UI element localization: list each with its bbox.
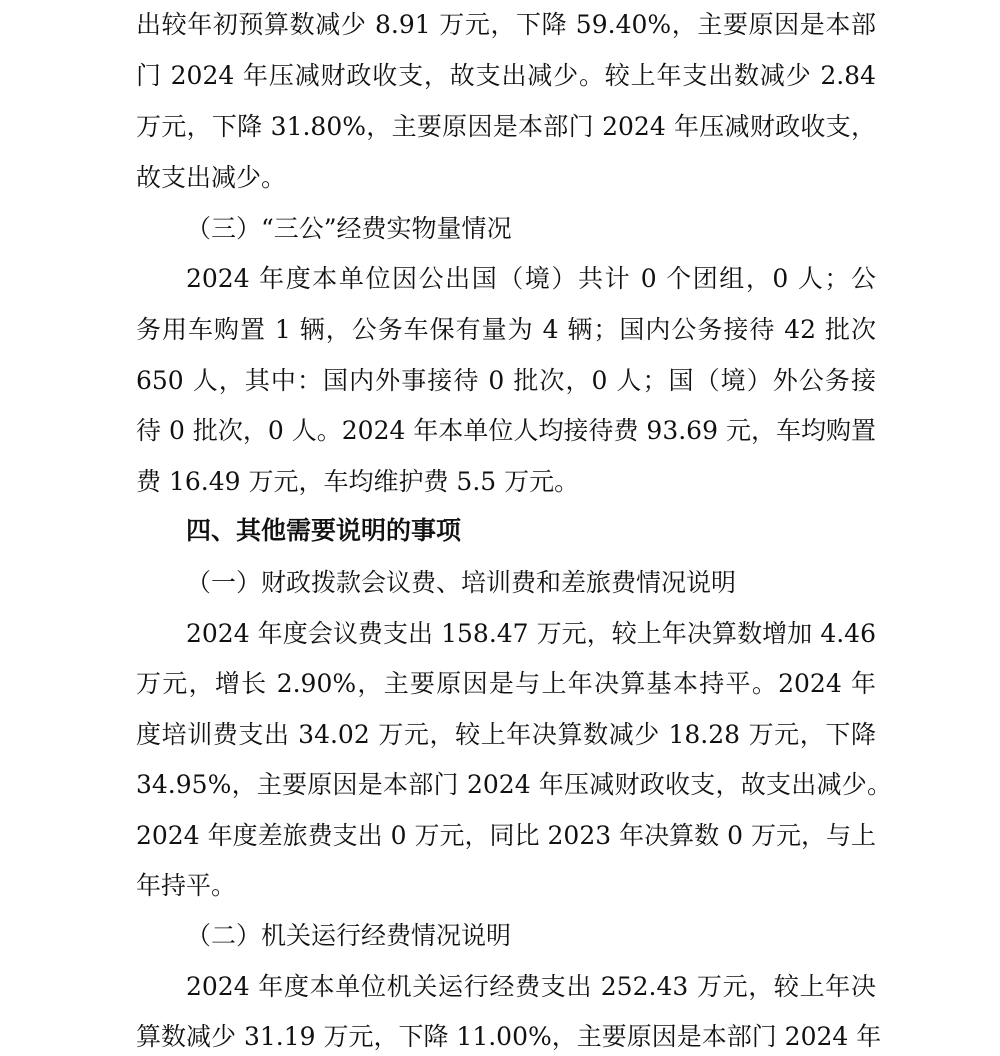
paragraph-line: 门 2024 年压减财政收支，故支出减少。较上年支出数减少 2.84	[136, 61, 876, 90]
paragraph-line: 2024 年度差旅费支出 0 万元，同比 2023 年决算数 0 万元，与上	[136, 821, 876, 850]
paragraph-line: 年持平。	[136, 871, 237, 900]
section-heading-3: （三）“三公”经费实物量情况	[186, 214, 512, 243]
paragraph-line: 34.95%，主要原因是本部门 2024 年压减财政收支，故支出减少。	[136, 770, 892, 799]
paragraph-line: 出较年初预算数减少 8.91 万元，下降 59.40%，主要原因是本部	[136, 10, 876, 39]
section-heading-4: 四、其他需要说明的事项	[186, 516, 462, 545]
paragraph-line: 费 16.49 万元，车均维护费 5.5 万元。	[136, 467, 580, 496]
subsection-heading-2: （二）机关运行经费情况说明	[186, 921, 512, 950]
paragraph-line: 度培训费支出 34.02 万元，较上年决算数减少 18.28 万元，下降	[136, 720, 876, 749]
paragraph-line: 2024 年度本单位机关运行经费支出 252.43 万元，较上年决	[186, 972, 876, 1001]
paragraph-line: 故支出减少。	[136, 163, 287, 192]
subsection-heading-1: （一）财政拨款会议费、培训费和差旅费情况说明	[186, 568, 737, 597]
paragraph-line: 2024 年度本单位因公出国（境）共计 0 个团组，0 人；公	[186, 264, 876, 293]
paragraph-line: 万元，下降 31.80%，主要原因是本部门 2024 年压减财政收支，	[136, 112, 876, 141]
paragraph-line: 务用车购置 1 辆，公务车保有量为 4 辆；国内公务接待 42 批次	[136, 315, 876, 344]
paragraph-line: 待 0 批次，0 人。2024 年本单位人均接待费 93.69 元，车均购置	[136, 416, 876, 445]
paragraph-line: 650 人，其中：国内外事接待 0 批次，0 人；国（境）外公务接	[136, 366, 876, 395]
paragraph-line: 2024 年度会议费支出 158.47 万元，较上年决算数增加 4.46	[186, 619, 876, 648]
paragraph-line: 万元，增长 2.90%，主要原因是与上年决算基本持平。2024 年	[136, 669, 876, 698]
paragraph-line: 算数减少 31.19 万元，下降 11.00%，主要原因是本部门 2024 年	[136, 1022, 882, 1051]
